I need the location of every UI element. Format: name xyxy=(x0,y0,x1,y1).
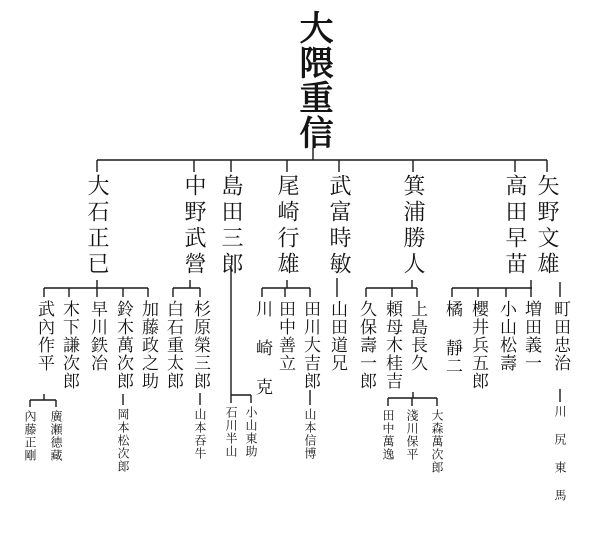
member-naito: 內藤正剛 xyxy=(23,410,37,462)
member-koyama-tosuke: 小山東助 xyxy=(244,406,258,458)
member-yamada: 山田道兄 xyxy=(327,300,347,372)
member-hayakawa: 早川鉄冶 xyxy=(87,300,107,372)
member-tagawa: 田川大吉郎 xyxy=(300,300,320,390)
member-sugihara: 杉原榮三郎 xyxy=(190,300,210,390)
member-ozaki: 尾崎行雄 xyxy=(274,174,299,278)
member-kamishima: 上島長久 xyxy=(407,300,427,372)
member-yano: 矢野文雄 xyxy=(534,174,559,278)
member-kubo: 久保壽一郎 xyxy=(356,300,376,390)
member-sakurai: 櫻井兵五郎 xyxy=(468,300,488,390)
member-yamamoto-dongyu: 山本吞牛 xyxy=(193,408,207,460)
member-takeuchi: 武內作平 xyxy=(34,300,54,372)
member-omori: 大森萬次郎 xyxy=(430,409,444,474)
member-kawasaki: 川 崎 克 xyxy=(252,300,272,396)
member-asakawa: 淺川保平 xyxy=(405,409,419,461)
member-masuda: 増田義一 xyxy=(521,300,541,372)
member-tachibana: 橘 靜二 xyxy=(442,300,462,375)
member-shiraishi: 白石重太郎 xyxy=(163,300,183,390)
member-machida: 町田忠治 xyxy=(550,300,570,372)
member-yamamoto-nobuhiro: 山本信博 xyxy=(303,408,317,460)
member-suzuki: 鈴木萬次郎 xyxy=(113,300,133,390)
member-tanaka-zenryu: 田中善立 xyxy=(275,300,295,372)
member-nakano: 中野武營 xyxy=(181,174,206,278)
member-kinoshita: 木下謙次郎 xyxy=(59,300,79,390)
member-taketomi: 武富時敏 xyxy=(326,174,351,278)
root-name: 大隈重信 xyxy=(293,10,333,150)
member-minoura: 箕浦勝人 xyxy=(400,174,425,278)
member-hirose: 廣瀬徳藏 xyxy=(49,410,63,462)
member-kawajiri: 川 尻 東 馬 xyxy=(553,405,567,502)
member-shimada: 島田三郎 xyxy=(218,174,243,278)
member-oishi: 大石正已 xyxy=(84,174,109,278)
member-tanaka-manitsu: 田中萬逸 xyxy=(381,409,395,461)
member-ishikawa: 石川半山 xyxy=(224,406,238,458)
member-takata: 高田早苗 xyxy=(502,174,527,278)
member-okamoto: 岡本松次郎 xyxy=(116,408,130,473)
member-tanomogi: 頼母木桂吉 xyxy=(382,300,402,390)
member-koyama: 小山松壽 xyxy=(496,300,516,372)
member-kato: 加藤政之助 xyxy=(138,300,158,390)
